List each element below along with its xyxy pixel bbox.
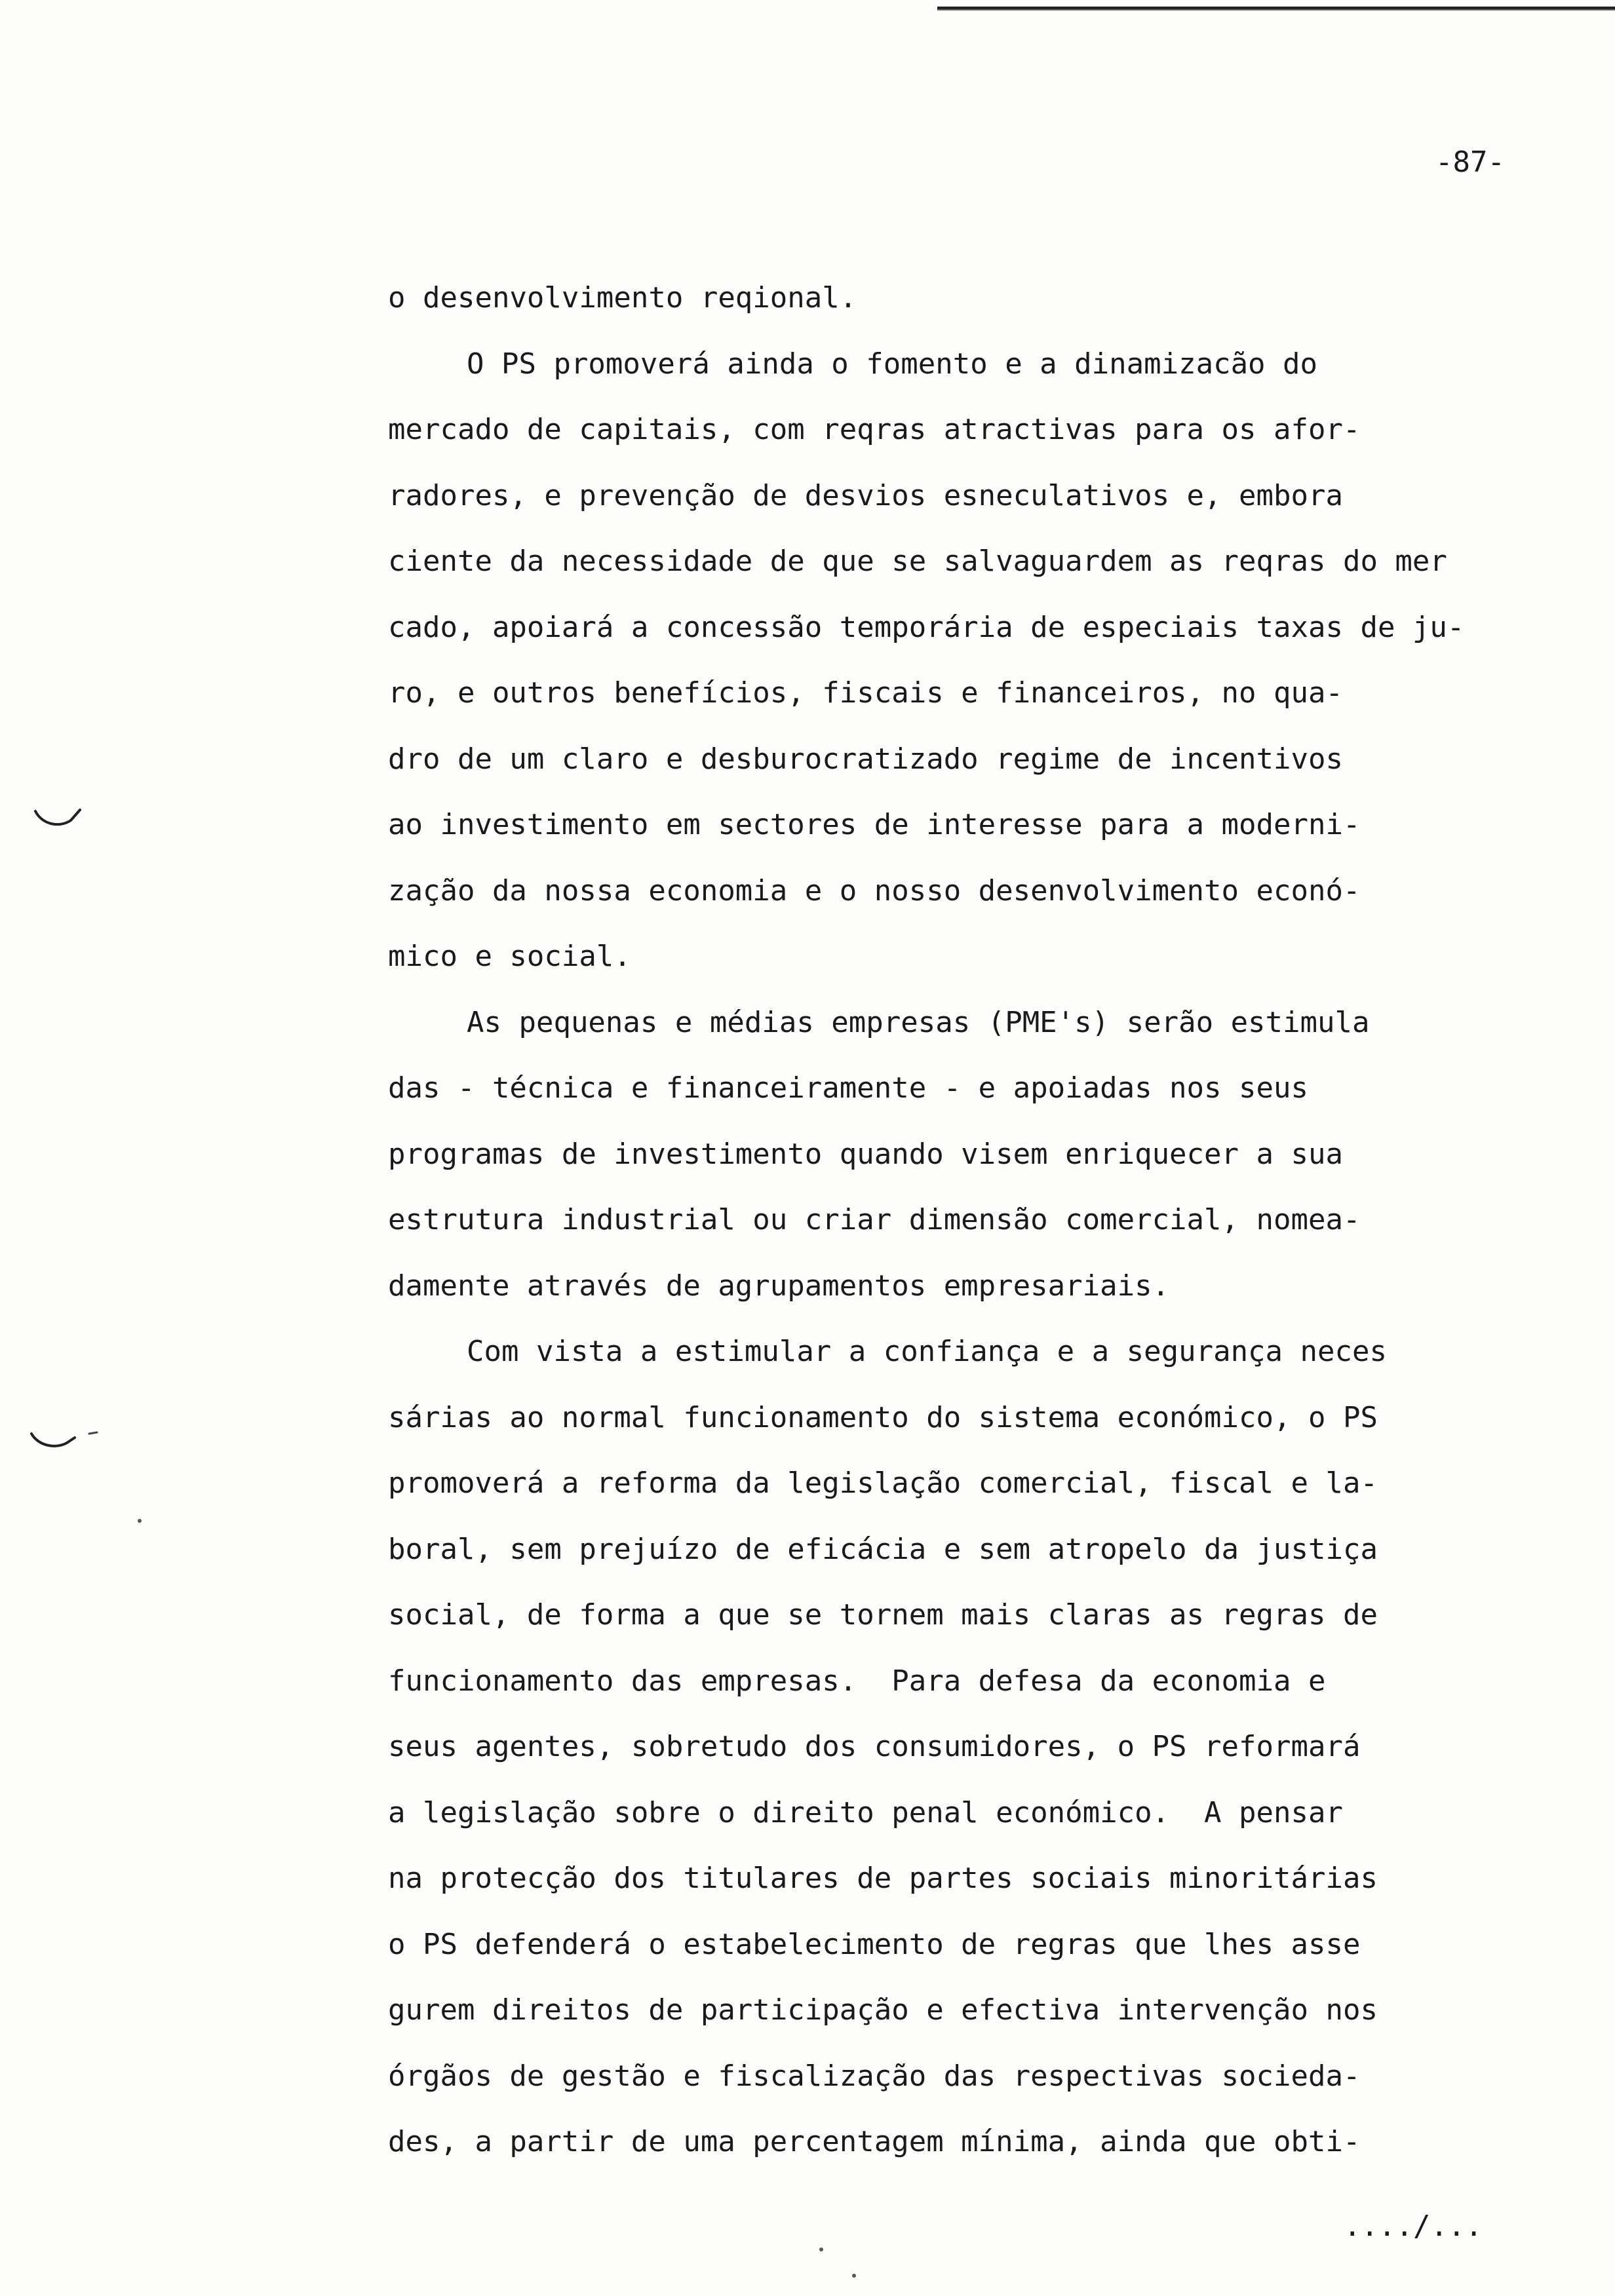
text-line: a legislação sobre o direito penal económico. A pensar: [388, 1795, 1343, 1829]
text-line: As pequenas e médias empresas (PME's) serão estimula: [467, 1005, 1370, 1039]
scan-speck: [138, 1519, 142, 1523]
text-line: seus agentes, sobretudo dos consumidores, o PS reformará: [388, 1730, 1361, 1763]
body-text: [388, 265, 1542, 2175]
text-line: ro, e outros benefícios, fiscais e financeiros, no qua-: [388, 676, 1343, 710]
text-line: promoverá a reforma da legislação comercial, fiscal e la-: [388, 1466, 1378, 1500]
text-line: programas de investimento quando visem enriquecer a sua: [388, 1137, 1343, 1171]
text-line: O PS promoverá ainda o fomento e a dinamizacão do: [467, 347, 1318, 381]
text-line: radores, e prevenção de desvios esneculativos e, embora: [388, 478, 1343, 512]
scan-speck: [819, 2248, 823, 2251]
text-line: boral, sem prejuízo de eficácia e sem atropelo da justiça: [388, 1532, 1378, 1566]
text-line: o desenvolvimento reqional.: [388, 281, 857, 315]
text-line: na protecção dos titulares de partes sociais minoritárias: [388, 1862, 1378, 1895]
text-line: gurem direitos de participação e efectiva intervenção nos: [388, 1993, 1378, 2027]
text-line: mercado de capitais, com reqras atractivas para os afor-: [388, 413, 1361, 446]
text-line: social, de forma a que se tornem mais claras as regras de: [388, 1598, 1378, 1632]
text-line: ao investimento em sectores de interesse para a moderni-: [388, 808, 1361, 841]
top-rule: [937, 0, 1615, 9]
text-line: zação da nossa economia e o nosso desenvolvimento econó-: [388, 873, 1361, 908]
text-line: des, a partir de uma percentagem mínima, ainda que obti-: [388, 2125, 1361, 2158]
text-line: damente através de agrupamentos empresariais.: [388, 1269, 1170, 1303]
text-line: mico e social.: [388, 940, 631, 973]
top-rule-secondary: [937, 9, 1615, 10]
scan-speck: [852, 2274, 856, 2278]
text-line: estrutura industrial ou criar dimensão comercial, nomea-: [388, 1203, 1361, 1236]
text-line: sárias ao normal funcionamento do sistema económico, o PS: [388, 1400, 1378, 1434]
text-line: Com vista a estimular a confiança e a segurança neces: [467, 1335, 1387, 1368]
text-line: o PS defenderá o estabelecimento de regras que lhes asse: [388, 1927, 1361, 1961]
text-line: ciente da necessidade de que se salvaguardem as reqras do mer: [388, 545, 1447, 578]
check-mark-icon: [33, 806, 85, 832]
text-line: das - técnica e financeiramente - e apoiadas nos seus: [388, 1071, 1308, 1105]
text-line: órgãos de gestão e fiscalização das respectivas socieda-: [388, 2059, 1361, 2093]
text-line: cado, apoiará a concessão temporária de especiais taxas de ju-: [388, 610, 1465, 644]
continuation-mark: ..../...: [1344, 2210, 1483, 2243]
text-line: dro de um claro e desburocratizado regime de incentivos: [388, 742, 1343, 776]
page-number: -87-: [1435, 145, 1505, 179]
check-mark-icon: [29, 1428, 101, 1455]
text-line: funcionamento das empresas. Para defesa da economia e: [388, 1664, 1326, 1698]
